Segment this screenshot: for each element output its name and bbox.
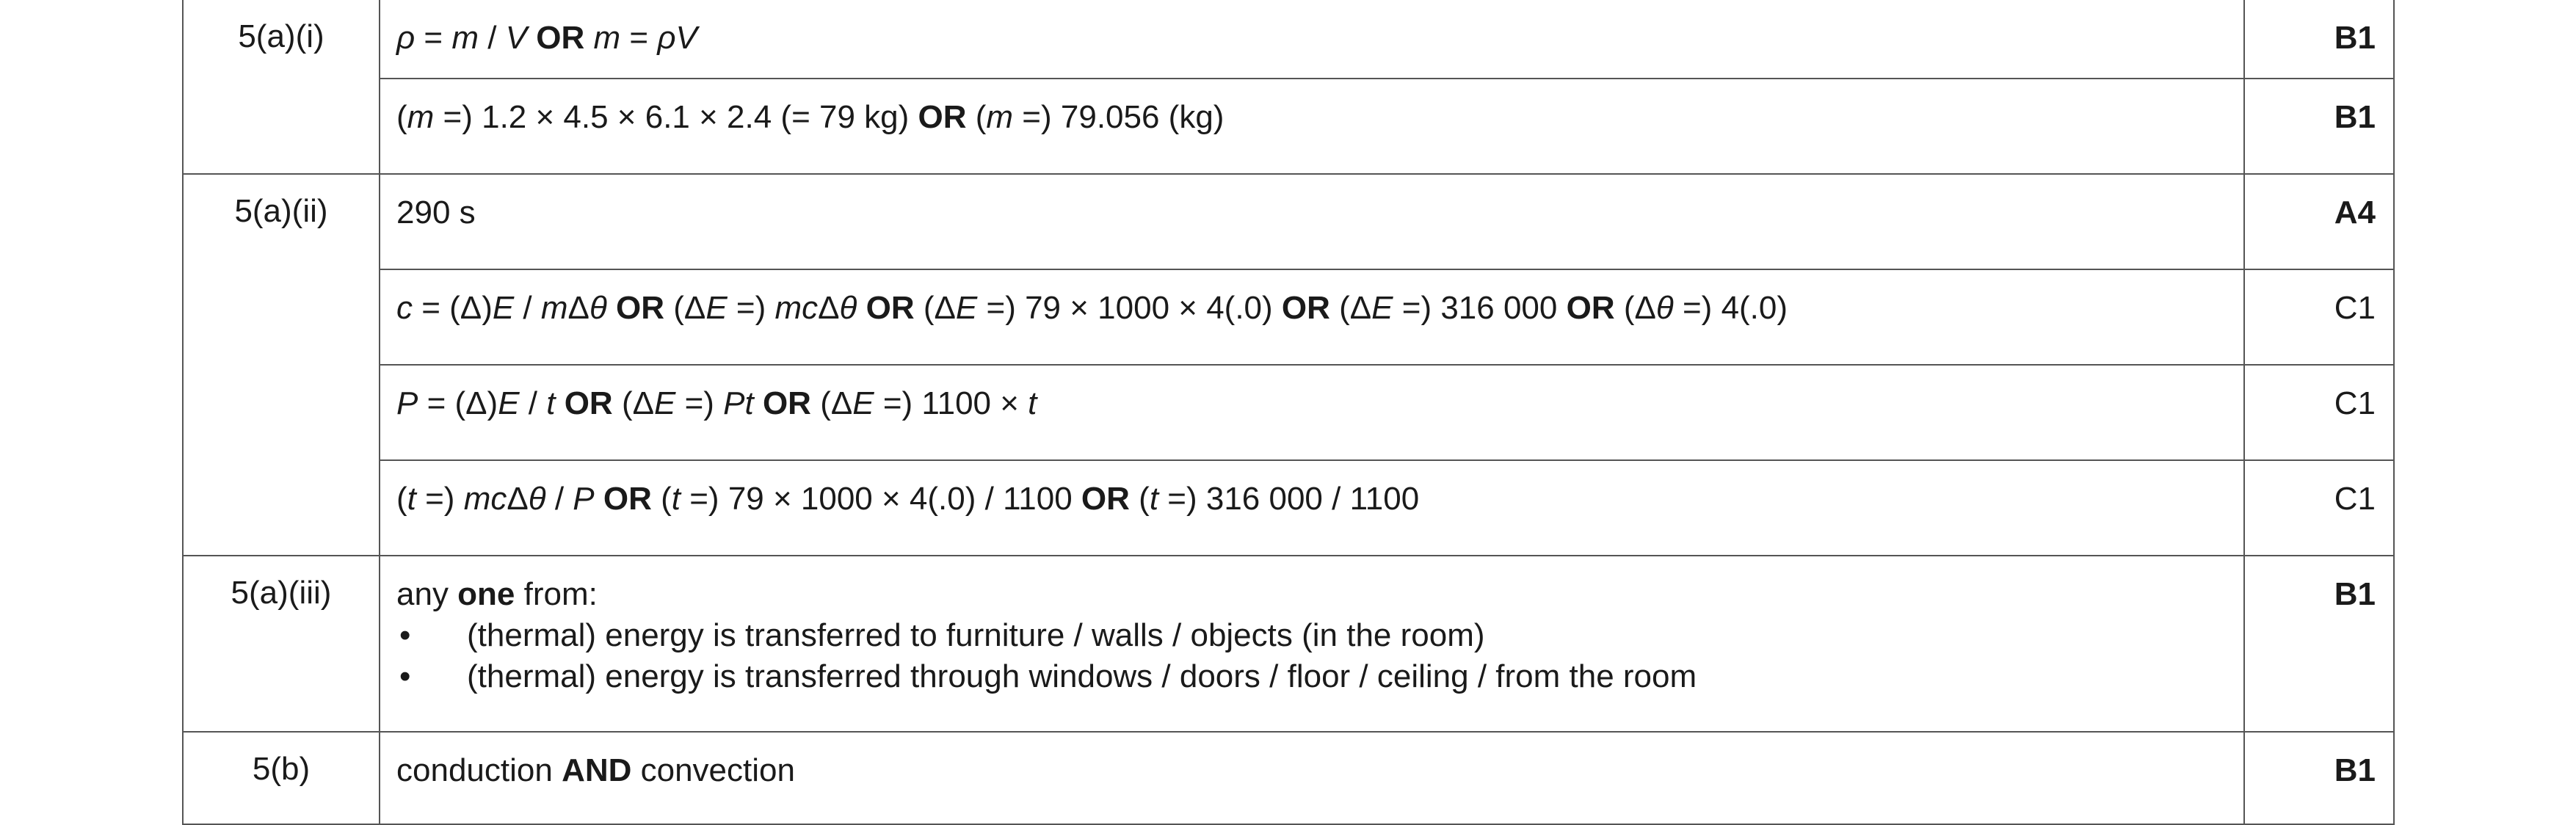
text-segment: E bbox=[1371, 290, 1393, 326]
answer-cell bbox=[380, 365, 2244, 460]
text-segment: mc bbox=[463, 481, 507, 517]
text-segment: OR bbox=[594, 481, 652, 517]
marks-cell: A4 bbox=[2244, 174, 2394, 269]
marks-cell: B1 bbox=[2244, 732, 2394, 824]
question-number: 5(b) bbox=[183, 732, 380, 824]
text-segment: V bbox=[505, 20, 528, 56]
text-segment: (Δ bbox=[612, 385, 654, 421]
text-segment: ( bbox=[1129, 481, 1150, 517]
answer-cell bbox=[380, 556, 2244, 732]
question-number: 5(a)(iii) bbox=[183, 556, 380, 732]
text-segment: (Δ bbox=[1329, 290, 1372, 326]
text-segment: Δ bbox=[507, 481, 529, 517]
text-segment: ( bbox=[396, 99, 407, 135]
text-segment: (Δ bbox=[1614, 290, 1656, 326]
text-segment: mc bbox=[774, 290, 819, 326]
text-segment: = bbox=[415, 20, 452, 56]
text-segment: =) bbox=[416, 481, 464, 517]
text-segment: t bbox=[546, 385, 556, 421]
mark-scheme-table bbox=[182, 0, 2395, 825]
text-segment: OR bbox=[606, 290, 665, 326]
marks-cell: B1 bbox=[2244, 79, 2394, 174]
marks-cell: C1 bbox=[2244, 365, 2394, 460]
text-segment: (Δ bbox=[810, 385, 853, 421]
text-segment: any bbox=[396, 576, 458, 612]
text-segment: one bbox=[457, 576, 515, 612]
text-segment: / bbox=[514, 290, 541, 326]
table-row bbox=[183, 79, 2394, 174]
bullet-text: (thermal) energy is transferred through windows / doors / floor / ceiling / from the room bbox=[467, 658, 1697, 694]
text-segment: m bbox=[451, 20, 479, 56]
bullet-icon: • bbox=[399, 617, 411, 653]
text-segment: =) 316 000 bbox=[1393, 290, 1567, 326]
text-segment: conduction bbox=[396, 752, 562, 788]
text-segment: (Δ bbox=[914, 290, 956, 326]
text-segment: t bbox=[671, 481, 681, 517]
text-segment: t bbox=[1028, 385, 1037, 421]
text-segment: = bbox=[620, 20, 658, 56]
text-segment: t bbox=[1149, 481, 1159, 517]
text-segment: ρV bbox=[657, 20, 697, 56]
text-segment: θ bbox=[1655, 290, 1674, 326]
question-number: 5(a)(ii) bbox=[183, 174, 380, 556]
list-item bbox=[396, 656, 2227, 697]
answer-cell bbox=[380, 460, 2244, 556]
marks-cell: B1 bbox=[2244, 556, 2394, 732]
text-segment: ( bbox=[651, 481, 672, 517]
answer-cell bbox=[380, 732, 2244, 824]
marks-cell: C1 bbox=[2244, 460, 2394, 556]
table-row bbox=[183, 556, 2394, 732]
text-segment: m bbox=[593, 20, 621, 56]
answer-cell bbox=[380, 174, 2244, 269]
text-segment: m bbox=[986, 99, 1014, 135]
text-segment: = (Δ) bbox=[418, 385, 498, 421]
text-segment: / bbox=[519, 385, 547, 421]
text-segment: = (Δ) bbox=[413, 290, 493, 326]
text-segment: (Δ bbox=[664, 290, 706, 326]
text-segment: ( bbox=[396, 481, 407, 517]
text-segment: ρ bbox=[396, 20, 416, 56]
table-row bbox=[183, 732, 2394, 824]
text-segment: =) 1100 × bbox=[874, 385, 1028, 421]
text-segment: =) bbox=[727, 290, 775, 326]
text-segment: P bbox=[573, 481, 595, 517]
text-segment: =) 1.2 × 4.5 × 6.1 × 2.4 (= 79 kg) bbox=[434, 99, 918, 135]
text-segment: Δ bbox=[567, 290, 589, 326]
text-segment: =) 79 × 1000 × 4(.0) / 1100 bbox=[681, 481, 1081, 517]
text-segment: m bbox=[540, 290, 568, 326]
text-segment: OR bbox=[857, 290, 915, 326]
bullet-text: (thermal) energy is transferred to furniture / walls / objects (in the room) bbox=[467, 617, 1485, 653]
text-segment: θ bbox=[839, 290, 857, 326]
text-segment: / bbox=[545, 481, 573, 517]
text-segment: E bbox=[492, 290, 515, 326]
text-segment: Δ bbox=[818, 290, 840, 326]
text-segment: OR bbox=[555, 385, 613, 421]
text-segment: E bbox=[852, 385, 874, 421]
text-segment: OR bbox=[1281, 290, 1330, 326]
table-row bbox=[183, 174, 2394, 269]
text-segment: =) 316 000 / 1100 bbox=[1158, 481, 1420, 517]
text-segment: OR bbox=[753, 385, 811, 421]
text-segment: =) 4(.0) bbox=[1673, 290, 1788, 326]
text-segment: E bbox=[498, 385, 520, 421]
text-segment: OR bbox=[1566, 290, 1615, 326]
text-segment: E bbox=[705, 290, 728, 326]
text-segment: c bbox=[396, 290, 413, 326]
text-segment: AND bbox=[562, 752, 632, 788]
text-segment: =) 79 × 1000 × 4(.0) bbox=[977, 290, 1282, 326]
text-segment: E bbox=[654, 385, 676, 421]
text-segment: Pt bbox=[723, 385, 754, 421]
answer-cell bbox=[380, 269, 2244, 365]
list-item bbox=[396, 615, 2227, 656]
text-segment: =) 79.056 (kg) bbox=[1013, 99, 1224, 135]
text-segment: from: bbox=[515, 576, 598, 612]
bullet-list bbox=[396, 615, 2227, 697]
text-segment: OR bbox=[918, 99, 967, 135]
table-row bbox=[183, 269, 2394, 365]
table-row bbox=[183, 0, 2394, 79]
table-row bbox=[183, 365, 2394, 460]
text-segment: θ bbox=[528, 481, 546, 517]
text-segment: OR bbox=[527, 20, 594, 56]
text-segment: 290 s bbox=[396, 195, 476, 230]
bullet-icon: • bbox=[399, 658, 411, 694]
text-segment: convection bbox=[631, 752, 795, 788]
answer-cell bbox=[380, 79, 2244, 174]
text-segment: E bbox=[955, 290, 978, 326]
marks-cell: B1 bbox=[2244, 0, 2394, 79]
table-row bbox=[183, 460, 2394, 556]
text-segment: OR bbox=[1081, 481, 1130, 517]
answer-cell bbox=[380, 0, 2244, 79]
text-segment: t bbox=[407, 481, 416, 517]
text-segment: ( bbox=[966, 99, 987, 135]
text-segment: / bbox=[479, 20, 506, 56]
text-segment: m bbox=[407, 99, 435, 135]
marks-cell: C1 bbox=[2244, 269, 2394, 365]
text-segment: θ bbox=[589, 290, 607, 326]
question-number: 5(a)(i) bbox=[183, 0, 380, 174]
text-segment: =) bbox=[675, 385, 724, 421]
text-segment: P bbox=[396, 385, 418, 421]
answer-intro bbox=[396, 574, 2227, 615]
